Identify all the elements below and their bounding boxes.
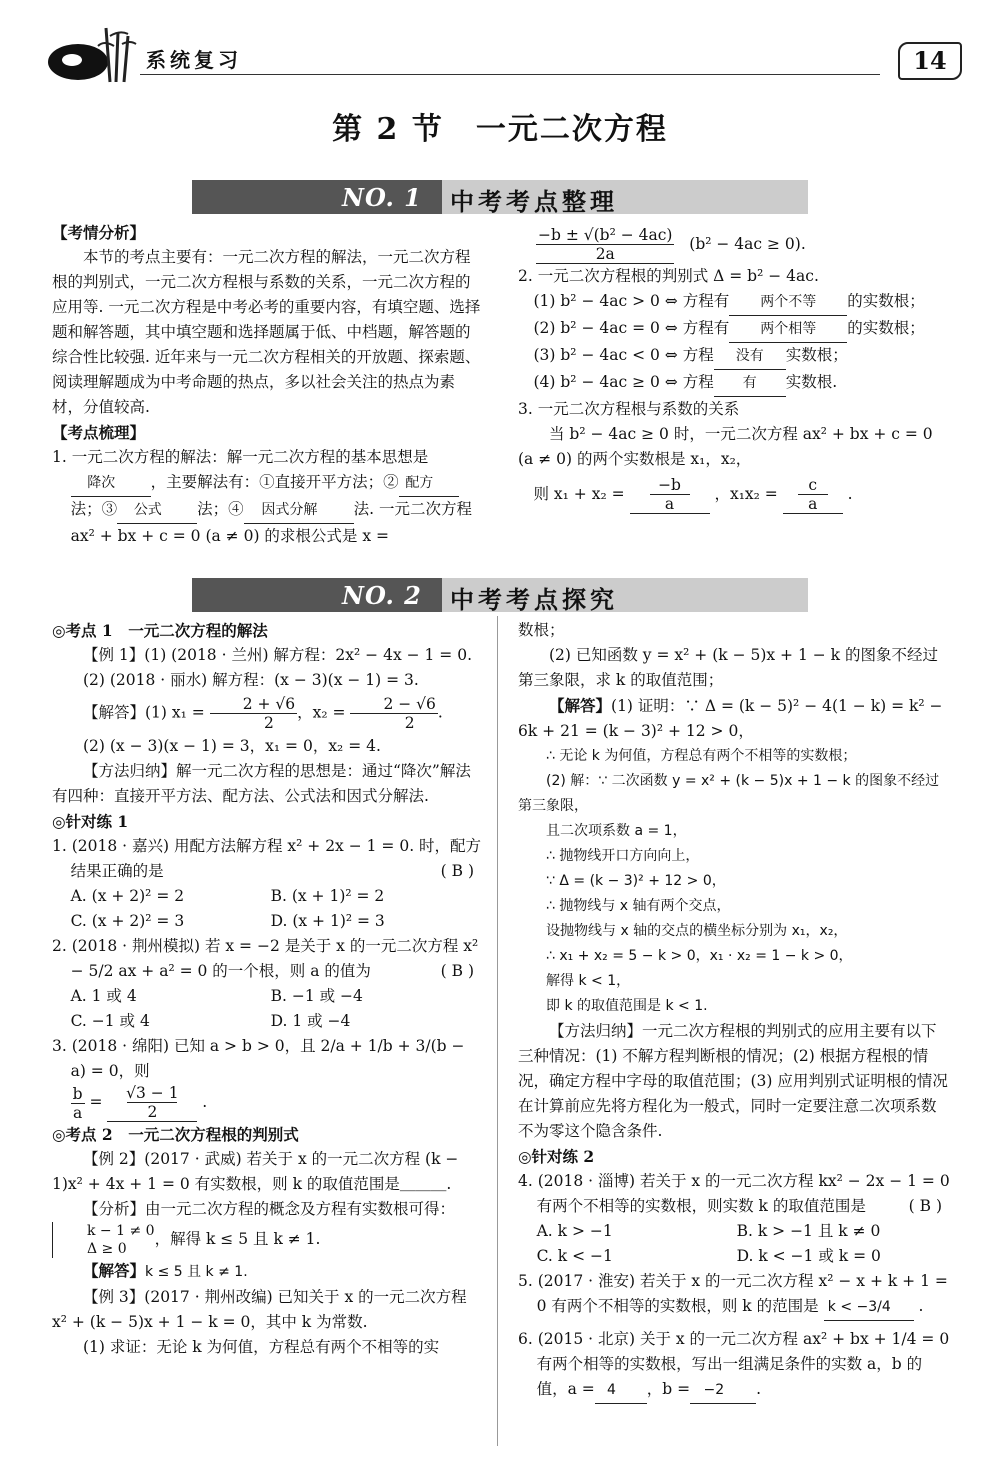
solution-3-line: (2) 解：∵ 二次函数 y = x² + (k − 5)x + 1 − k 的图象不经过第三象限， [518,773,940,814]
case-3: (3) b² − 4ac < 0 ⇔ 方程 没有 实数根； [518,343,948,370]
solution-2: 【解答】k ≤ 5 且 k ≠ 1. [83,1261,248,1280]
question-6: 6. (2015 · 北京) 关于 x 的一元二次方程 ax² + bx + 1/4 = 0 有两个相等的实数根，写出一组满足条件的实数 a，b 的值，a = 4 ，b = −2 . [518,1327,950,1404]
question-1-options: A. (x + 2)² = 2 B. (x + 1)² = 2 [70,887,385,905]
kaoqing-title: 【考情分析】 [52,223,146,242]
question-4: 4. (2018 · 淄博) 若关于 x 的一元二次方程 kx² − 2x − 1 = 0 有两个不相等的实数根，则实数 k 的取值范围是 ( B ) [518,1172,950,1215]
case-1: (1) b² − 4ac > 0 ⇔ 方程有 两个不等 的实数根； [518,289,948,316]
example-2: 【例 2】(2017 · 武威) 若关于 x 的一元二次方程 (k − 1)x² + 4x + 1 = 0 有实数根，则 k 的取值范围是＿＿＿. [52,1150,459,1193]
practice-1-heading: ◎针对练 1 [52,812,129,831]
solution-1: 【解答】(1) x₁ = $\frac{2 + √6}{2}$ ，x₂ = $\frac{2 - √6}{2}$ . [83,695,443,732]
page-number: 14 [898,42,962,80]
section-banner-1 [192,180,808,214]
kaodian-title: 【考点梳理】 [52,423,146,442]
question-3: 3. (2018 · 绵阳) 已知 a > b > 0，且 2/a + 1/b + 3/(b − a) = 0，则 [52,1037,465,1080]
column-divider [497,616,498,1446]
kaodian-1-heading: ◎考点 1 一元二次方程的解法 [52,621,268,640]
question-3-answer: $\frac{b}{a}$ = $\frac{√3 - 1}{2}$ . [72,1084,208,1122]
question-4-options-2: C. k < −1 D. k < −1 或 k = 0 [536,1247,881,1265]
solution-3-line: ∴ 抛物线开口方向向上， [546,848,700,864]
answer-blank: 配方 [399,471,459,497]
answer-blank: 公式 [117,498,197,524]
question-4-options: A. k > −1 B. k > −1 且 k ≠ 0 [536,1222,881,1240]
banner-2-number: NO. 2 [342,581,422,610]
example-3-continued: 数根； [518,621,565,639]
answer-blank: −2 [690,1378,756,1404]
method-summary-1: 【方法归纳】解一元二次方程的思想是：通过“降次”解法有四种：直接开平方法、配方法、公式法和因式分解法. [52,762,471,805]
solution-3-line: 解得 k < 1， [546,973,631,989]
chapter-title: 第 2 节 一元二次方程 [332,112,668,147]
practice-2-heading: ◎针对练 2 [518,1147,595,1166]
analysis-2: 【分析】由一元二次方程的概念及方程有实数根可得： k − 1 ≠ 0 Δ ≥ 0 ，解得 k ≤ 5 且 k ≠ 1. [52,1197,484,1258]
answer-blank: 降次 [71,471,151,497]
example-1-part-2: (2) (2018 · 丽水) 解方程：(x − 3)(x − 1) = 3. [83,671,419,689]
vieta-formulas: 则 x₁ + x₂ = $\frac{-b}{a}$ ，x₁x₂ = $\frac{c}{a}$ . [533,476,853,513]
point-2: 2. 一元二次方程根的判别式 Δ = b² − 4ac. [518,267,819,285]
example-3: 【例 3】(2017 · 荆州改编) 已知关于 x 的一元二次方程 x² + (k − 5)x + 1 − k = 0，其中 k 为常数. [52,1288,467,1331]
section1-left [52,220,482,549]
section2-left [52,618,484,1360]
solution-1-part-2: (2) (x − 3)(x − 1) = 3，x₁ = 0，x₂ = 4. [83,737,381,755]
question-2-options: A. 1 或 4 B. −1 或 −4 [70,987,363,1005]
banner-2-title: 中考考点探究 [450,585,618,614]
example-3-part-1: (1) 求证：无论 k 为何值，方程总有两个不相等的实 [83,1338,440,1356]
yin-yang-bamboo-logo [44,22,140,86]
solution-3: 【解答】(1) 证明：∵ Δ = (k − 5)² − 4(1 − k) = k² − 6k + 21 = (k − 3)² + 12 > 0， [518,696,943,740]
point-3-text: 当 b² − 4ac ≥ 0 时，一元二次方程 ax² + bx + c = 0 (a ≠ 0) 的两个实数根是 x₁，x₂， [518,425,933,468]
section-banner-2 [192,578,808,612]
kaoqing-text: 本节的考点主要有：一元二次方程的解法，一元二次方程根的判别式，一元二次方程根与系数的关系，一元二次方程的应用等. 一元二次方程是中考必考的重要内容，有填空题、选择题和解答题，其中填空题和选择题属于低、中档题，解答题的综合性比较强. 近年来与一元二次方程相关的开放题、探索题、阅读理解题成为中考命题的热点，多以社会关注的热点为素材，分值较高. [52,248,481,416]
solution-3-line: 且二次项系数 a = 1， [546,823,687,839]
section2-right [518,618,950,1404]
question-1: 1. (2018 · 嘉兴) 用配方法解方程 x² + 2x − 1 = 0. 时，配方结果正确的是 ( B ) [52,837,482,880]
case-4: (4) b² − 4ac ≥ 0 ⇔ 方程 有 实数根. [518,370,948,397]
banner-1-number: NO. 1 [342,183,422,212]
kaodian-2-heading: ◎考点 2 一元二次方程根的判别式 [52,1125,299,1144]
question-5: 5. (2017 · 淮安) 若关于 x 的一元二次方程 x² − x + k + 1 = 0 有两个不相等的实数根，则 k 的范围是 k < −3/4 . [518,1269,950,1321]
example-3-part-2: (2) 已知函数 y = x² + (k − 5)x + 1 − k 的图象不经过第三象限，求 k 的取值范围； [518,646,938,689]
case-2: (2) b² − 4ac = 0 ⇔ 方程有 两个相等 的实数根； [518,316,948,343]
answer-blank: k < −3/4 [824,1295,914,1321]
question-2: 2. (2018 · 荆州模拟) 若 x = −2 是关于 x 的一元二次方程 x² − 5/2 ax + a² = 0 的一个根，则 a 的值为 ( B ) [52,937,479,980]
solution-3-line: ∴ 无论 k 为何值，方程总有两个不相等的实数根； [546,748,857,764]
quadratic-formula: $\frac{\text{−b ± √(b² − 4ac)}}{2a}$ (b² − 4ac ≥ 0). [538,226,806,263]
solution-3-line: 设抛物线与 x 轴的交点的横坐标分别为 x₁，x₂， [546,923,848,939]
question-1-options-2: C. (x + 2)² = 3 D. (x + 1)² = 3 [70,912,385,930]
series-title: 系统复习 [146,48,242,72]
point-3: 3. 一元二次方程根与系数的关系 [518,400,740,418]
answer-blank: 因式分解 [244,498,354,524]
solution-3-line: ∴ x₁ + x₂ = 5 − k > 0，x₁ · x₂ = 1 − k > 0， [546,948,853,964]
point-1: 1. 一元二次方程的解法：解一元二次方程的基本思想是 降次 ，主要解法有：①直接开平方法；② 配方法；③ 公式 法；④ 因式分解 法. 一元二次方程 ax² + bx + c = 0 (a ≠ 0) 的求根公式是 x = [52,448,472,545]
example-1: 【例 1】(1) (2018 · 兰州) 解方程：2x² − 4x − 1 = 0. [83,646,473,664]
method-summary-2: 【方法归纳】一元二次方程根的判别式的应用主要有以下三种情况：(1) 不解方程判断根的情况；(2) 根据方程根的情况，确定方程中字母的取值范围；(3) 应用判别式证明根的情况在计算前应先将方程化为一般式，同时一定要注意二次项系数不为零这个隐含条件. [518,1022,948,1140]
solution-3-line: 即 k 的取值范围是 k < 1. [546,998,708,1014]
question-2-options-2: C. −1 或 4 D. 1 或 −4 [70,1012,351,1030]
solution-3-line: ∵ Δ = (k − 3)² + 12 > 0， [546,873,726,889]
solution-3-line: ∴ 抛物线与 x 轴有两个交点， [546,898,731,914]
section1-right [518,226,948,514]
banner-1-title: 中考考点整理 [450,187,618,216]
answer-blank: 4 [595,1378,647,1404]
header-rule [140,74,880,75]
